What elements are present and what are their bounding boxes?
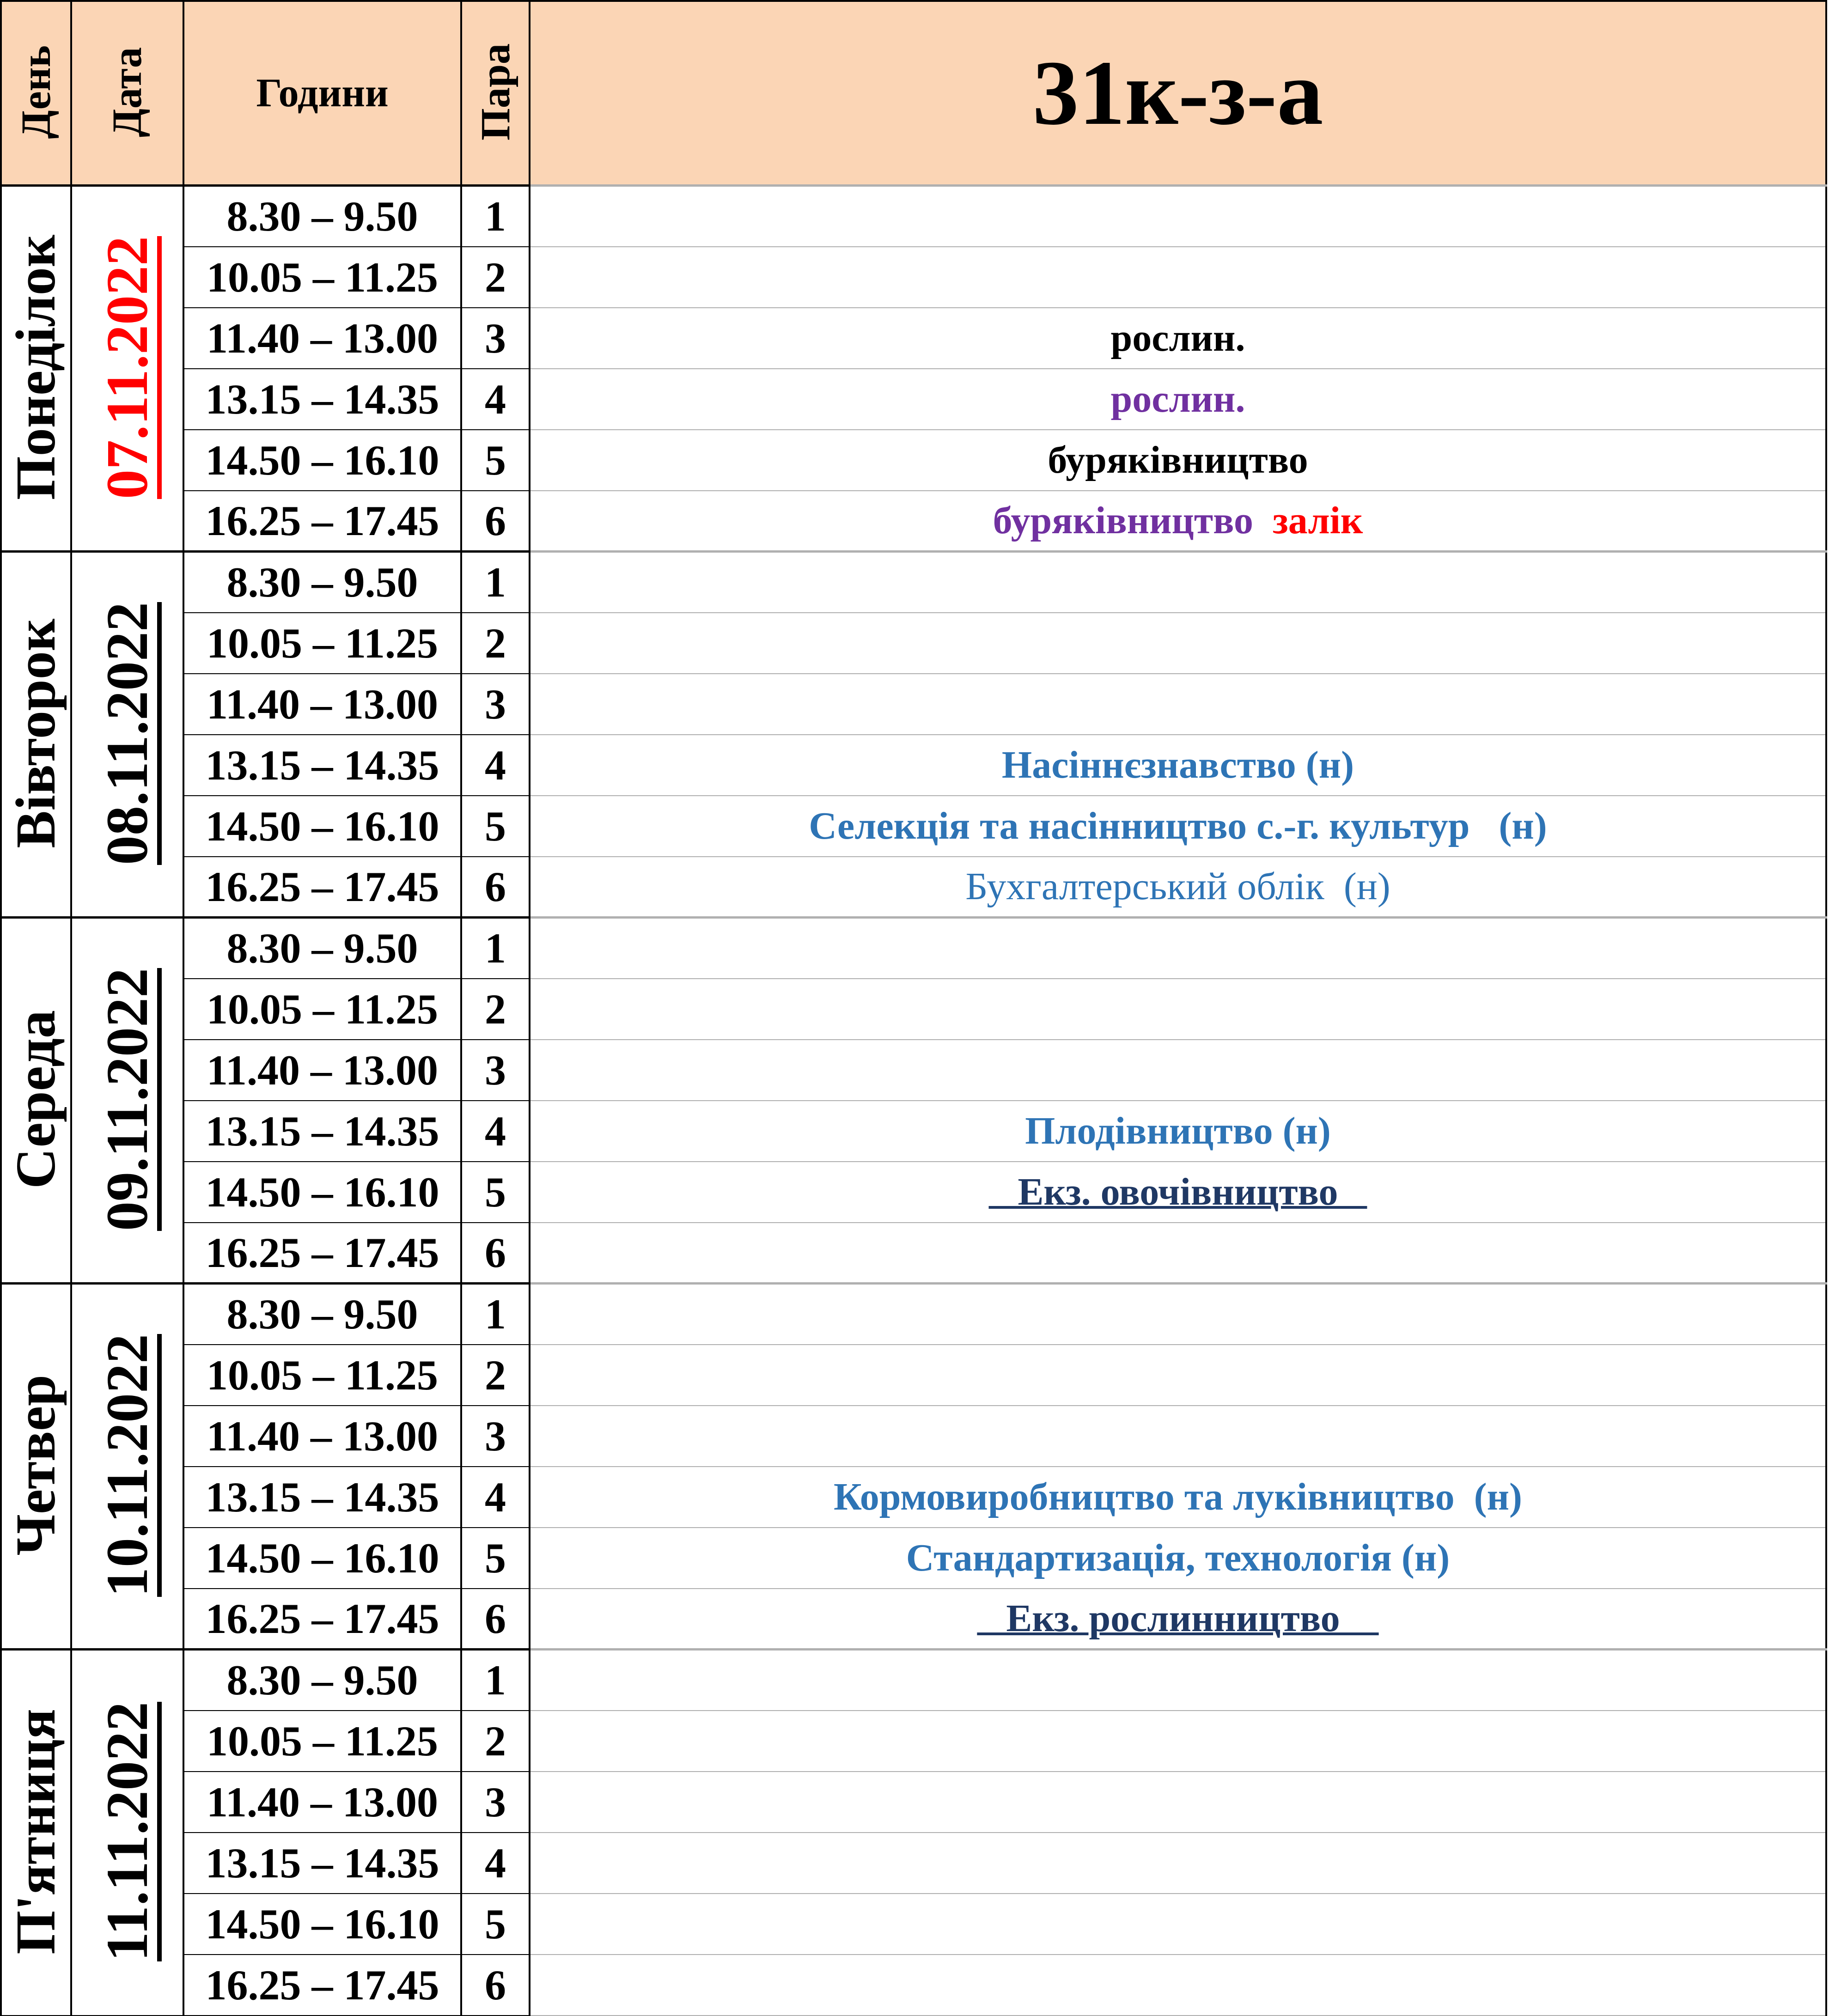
- pair-number: 1: [461, 552, 530, 613]
- time-slot: 11.40 – 13.00: [183, 674, 461, 735]
- schedule-row: [1, 308, 1826, 369]
- pair-number: 2: [461, 613, 530, 674]
- schedule-row: [1, 186, 1826, 247]
- subject-text: Насіннєзнавство (н): [1001, 743, 1354, 786]
- pair-number: 2: [461, 979, 530, 1040]
- subject-text: Плодівництво (н): [1025, 1109, 1331, 1152]
- header-hours: Години: [183, 1, 461, 186]
- date-label: 09.11.2022: [94, 968, 160, 1231]
- schedule-row: [1, 1162, 1826, 1223]
- schedule-row: [1, 1833, 1826, 1894]
- pair-number: 6: [461, 1955, 530, 2016]
- day-cell: [1, 1284, 71, 1650]
- time-slot: 14.50 – 16.10: [183, 430, 461, 491]
- pair-number: 3: [461, 1772, 530, 1833]
- header-date-cell: [71, 1, 183, 186]
- time-slot: 8.30 – 9.50: [183, 1650, 461, 1711]
- subject-text: буряківництво: [993, 499, 1273, 542]
- pair-number: 1: [461, 918, 530, 979]
- pair-number: 1: [461, 1284, 530, 1345]
- pair-number: 4: [461, 1101, 530, 1162]
- subject-text: Екз. овочівництво: [988, 1170, 1367, 1213]
- subject-cell: [530, 308, 1826, 369]
- subject-cell: [530, 1528, 1826, 1589]
- time-slot: 10.05 – 11.25: [183, 247, 461, 308]
- time-slot: 10.05 – 11.25: [183, 1345, 461, 1406]
- pair-number: 4: [461, 369, 530, 430]
- day-name: П'ятниця: [5, 1708, 67, 1955]
- schedule-row: [1, 1345, 1826, 1406]
- subject-cell: [530, 735, 1826, 796]
- time-slot: 11.40 – 13.00: [183, 1406, 461, 1467]
- schedule-body: [1, 186, 1826, 2016]
- time-slot: 14.50 – 16.10: [183, 796, 461, 857]
- date-cell: [71, 552, 183, 918]
- subject-cell: [530, 1711, 1826, 1772]
- time-slot: 16.25 – 17.45: [183, 1955, 461, 2016]
- subject-text: залік: [1272, 499, 1363, 542]
- time-slot: 11.40 – 13.00: [183, 308, 461, 369]
- time-slot: 11.40 – 13.00: [183, 1040, 461, 1101]
- header-day-cell: [1, 1, 71, 186]
- schedule-row: [1, 1284, 1826, 1345]
- subject-text: рослин.: [1110, 378, 1245, 420]
- pair-number: 3: [461, 674, 530, 735]
- time-slot: 16.25 – 17.45: [183, 1223, 461, 1284]
- subject-cell: [530, 918, 1826, 979]
- subject-cell: [530, 1101, 1826, 1162]
- pair-number: 4: [461, 1467, 530, 1528]
- time-slot: 10.05 – 11.25: [183, 979, 461, 1040]
- schedule-row: [1, 1040, 1826, 1101]
- schedule-row: [1, 1467, 1826, 1528]
- schedule-row: [1, 796, 1826, 857]
- day-cell: [1, 1650, 71, 2016]
- time-slot: 10.05 – 11.25: [183, 613, 461, 674]
- pair-number: 4: [461, 1833, 530, 1894]
- subject-cell: [530, 613, 1826, 674]
- pair-number: 6: [461, 491, 530, 552]
- time-slot: 13.15 – 14.35: [183, 1101, 461, 1162]
- day-name: Середа: [5, 1010, 67, 1189]
- header-day: День: [13, 45, 59, 139]
- header-row: [1, 1, 1826, 186]
- pair-number: 6: [461, 1223, 530, 1284]
- date-cell: [71, 918, 183, 1284]
- schedule-row: [1, 613, 1826, 674]
- time-slot: 8.30 – 9.50: [183, 552, 461, 613]
- header-date: Дата: [104, 47, 150, 137]
- schedule-row: [1, 1589, 1826, 1650]
- pair-number: 4: [461, 735, 530, 796]
- schedule-row: [1, 369, 1826, 430]
- subject-cell: [530, 1650, 1826, 1711]
- schedule-row: [1, 247, 1826, 308]
- date-label: 07.11.2022: [94, 236, 160, 499]
- pair-number: 3: [461, 1406, 530, 1467]
- schedule-row: [1, 1711, 1826, 1772]
- day-cell: [1, 552, 71, 918]
- pair-number: 5: [461, 1894, 530, 1955]
- schedule-row: [1, 1772, 1826, 1833]
- date-label: 11.11.2022: [94, 1701, 160, 1961]
- group-title: 31к-з-а: [530, 1, 1826, 186]
- time-slot: 8.30 – 9.50: [183, 1284, 461, 1345]
- date-cell: [71, 1650, 183, 2016]
- schedule-row: [1, 1223, 1826, 1284]
- time-slot: 14.50 – 16.10: [183, 1162, 461, 1223]
- pair-number: 5: [461, 1162, 530, 1223]
- time-slot: 14.50 – 16.10: [183, 1528, 461, 1589]
- time-slot: 13.15 – 14.35: [183, 735, 461, 796]
- subject-cell: [530, 369, 1826, 430]
- day-name: Понеділок: [5, 234, 67, 500]
- schedule-row: [1, 979, 1826, 1040]
- pair-number: 2: [461, 1711, 530, 1772]
- subject-cell: [530, 796, 1826, 857]
- subject-cell: [530, 186, 1826, 247]
- date-label: 08.11.2022: [94, 602, 160, 865]
- subject-text: Екз. рослинництво: [977, 1597, 1379, 1640]
- subject-text: Бухгалтерський облік (н): [965, 865, 1390, 908]
- time-slot: 16.25 – 17.45: [183, 1589, 461, 1650]
- schedule-row: [1, 918, 1826, 979]
- day-cell: [1, 186, 71, 552]
- header-pair: Пара: [472, 43, 518, 141]
- date-cell: [71, 186, 183, 552]
- subject-cell: [530, 247, 1826, 308]
- pair-number: 5: [461, 430, 530, 491]
- subject-cell: [530, 1772, 1826, 1833]
- day-name: Четвер: [5, 1375, 67, 1556]
- pair-number: 6: [461, 1589, 530, 1650]
- schedule-row: [1, 552, 1826, 613]
- subject-cell: [530, 857, 1826, 918]
- subject-cell: [530, 1223, 1826, 1284]
- schedule-row: [1, 674, 1826, 735]
- subject-cell: [530, 674, 1826, 735]
- pair-number: 1: [461, 1650, 530, 1711]
- schedule-row: [1, 1894, 1826, 1955]
- schedule-row: [1, 735, 1826, 796]
- day-name: Вівторок: [5, 618, 67, 848]
- date-cell: [71, 1284, 183, 1650]
- subject-cell: [530, 1284, 1826, 1345]
- subject-text: Стандартизація, технологія (н): [906, 1536, 1450, 1579]
- schedule-row: [1, 491, 1826, 552]
- schedule-row: [1, 1101, 1826, 1162]
- subject-cell: [530, 552, 1826, 613]
- subject-text: буряківництво: [1048, 439, 1308, 481]
- subject-cell: [530, 1040, 1826, 1101]
- subject-cell: [530, 979, 1826, 1040]
- time-slot: 16.25 – 17.45: [183, 491, 461, 552]
- pair-number: 2: [461, 247, 530, 308]
- time-slot: 13.15 – 14.35: [183, 1467, 461, 1528]
- subject-cell: [530, 430, 1826, 491]
- time-slot: 14.50 – 16.10: [183, 1894, 461, 1955]
- subject-cell: [530, 491, 1826, 552]
- time-slot: 13.15 – 14.35: [183, 369, 461, 430]
- time-slot: 10.05 – 11.25: [183, 1711, 461, 1772]
- subject-text: Кормовиробництво та луківництво (н): [833, 1475, 1522, 1518]
- subject-cell: [530, 1833, 1826, 1894]
- time-slot: 8.30 – 9.50: [183, 918, 461, 979]
- pair-number: 1: [461, 186, 530, 247]
- time-slot: 8.30 – 9.50: [183, 186, 461, 247]
- time-slot: 16.25 – 17.45: [183, 857, 461, 918]
- subject-cell: [530, 1955, 1826, 2016]
- subject-cell: [530, 1467, 1826, 1528]
- schedule-row: [1, 1406, 1826, 1467]
- time-slot: 11.40 – 13.00: [183, 1772, 461, 1833]
- schedule-row: [1, 1528, 1826, 1589]
- schedule-row: [1, 857, 1826, 918]
- subject-text: рослин.: [1110, 317, 1245, 359]
- pair-number: 3: [461, 1040, 530, 1101]
- header-pair-cell: [461, 1, 530, 186]
- time-slot: 13.15 – 14.35: [183, 1833, 461, 1894]
- subject-cell: [530, 1894, 1826, 1955]
- pair-number: 2: [461, 1345, 530, 1406]
- pair-number: 5: [461, 796, 530, 857]
- subject-cell: [530, 1406, 1826, 1467]
- pair-number: 6: [461, 857, 530, 918]
- schedule-row: [1, 1955, 1826, 2016]
- pair-number: 3: [461, 308, 530, 369]
- day-cell: [1, 918, 71, 1284]
- subject-cell: [530, 1589, 1826, 1650]
- schedule-row: [1, 430, 1826, 491]
- schedule-row: [1, 1650, 1826, 1711]
- subject-cell: [530, 1345, 1826, 1406]
- date-label: 10.11.2022: [94, 1334, 160, 1597]
- subject-cell: [530, 1162, 1826, 1223]
- pair-number: 5: [461, 1528, 530, 1589]
- subject-text: Селекція та насінництво с.-г. культур (н): [809, 804, 1547, 847]
